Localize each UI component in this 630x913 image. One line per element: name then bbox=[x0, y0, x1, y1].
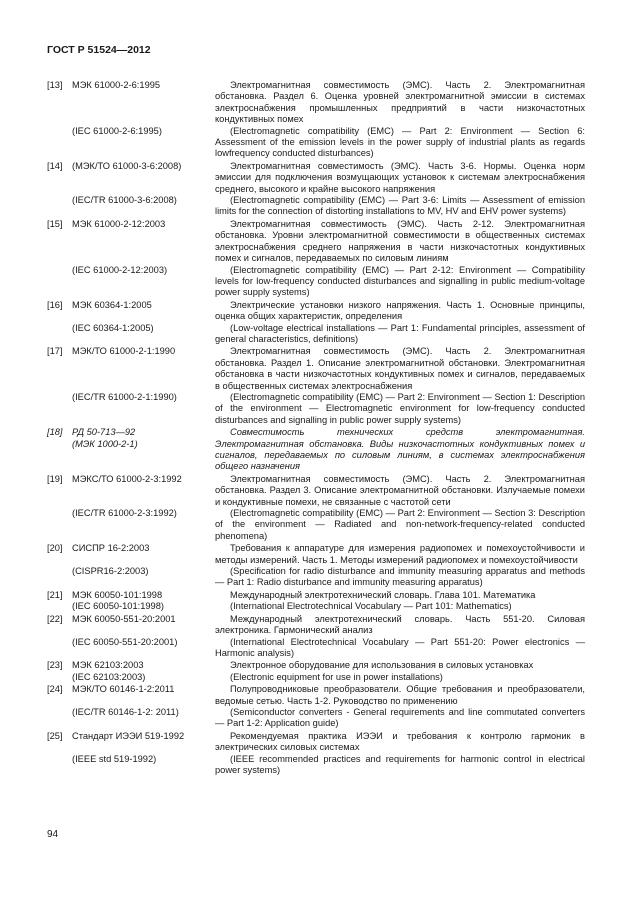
reference-number bbox=[47, 508, 72, 542]
reference-line bbox=[47, 614, 585, 637]
reference-number: [21] bbox=[47, 589, 63, 600]
reference-title: Полупроводниковые преобразователи. Общие требования и преобразователи, ведомые сетью. Часть 1-2. Руководство по применению bbox=[215, 684, 585, 706]
reference-number bbox=[47, 672, 72, 683]
reference-entry bbox=[47, 346, 585, 426]
reference-line bbox=[47, 590, 585, 601]
reference-title: (Low-voltage electrical installations — Part 1: Fundamental principles, assessment of general characteristics, definitions) bbox=[215, 322, 585, 344]
reference-code: (IEC/TR 60146-1-2: 2011) bbox=[72, 706, 179, 717]
reference-code: (IEC 60050-101:1998) bbox=[72, 601, 164, 612]
reference-code: Стандарт ИЭЭИ 519-1992 bbox=[72, 730, 185, 741]
reference-line bbox=[47, 508, 585, 542]
reference-code: МЭК 62103:2003 bbox=[72, 660, 144, 671]
reference-line bbox=[47, 672, 585, 683]
reference-code: МЭК 60050-551-20:2001 bbox=[72, 613, 176, 624]
reference-line bbox=[47, 265, 585, 299]
reference-entry bbox=[47, 543, 585, 589]
reference-line bbox=[47, 660, 585, 671]
reference-number bbox=[47, 566, 72, 589]
reference-code: (IEEE std 519-1992) bbox=[72, 753, 157, 764]
reference-number bbox=[47, 265, 72, 299]
reference-number bbox=[47, 392, 72, 426]
reference-line bbox=[47, 754, 585, 777]
reference-title: (Electromagnetic compatibility (EMC) — Part 2: Environment — Section 3: Description of the environment — Radiated and non-network-frequency-related conducted phenomena) bbox=[215, 508, 585, 541]
reference-line bbox=[47, 731, 585, 754]
reference-title: Рекомендуемая практика ИЭЭИ и требования к контролю гармоник в электрических силовых системах bbox=[215, 730, 585, 753]
reference-line bbox=[47, 601, 585, 612]
reference-title: Электромагнитная совместимость (ЭМС). Часть 2. Электромагнитная обстановка. Раздел 6. Оценка уровней электромагнитной эмиссии в системах электроснабжения промышленных предприятий в части низкочастотных кондуктивных помех bbox=[215, 80, 585, 125]
references-list bbox=[47, 80, 585, 777]
reference-code: (МЭК/ТО 61000-3-6:2008) bbox=[72, 160, 182, 171]
reference-code: (IEC 62103:2003) bbox=[72, 671, 146, 682]
reference-code: (IEC/TR 61000-3-6:2008) bbox=[72, 195, 177, 206]
reference-entry bbox=[47, 474, 585, 542]
reference-number: [25] bbox=[47, 730, 63, 741]
reference-number: [20] bbox=[47, 543, 63, 554]
page-number: 94 bbox=[47, 829, 59, 840]
reference-code: (IEC 61000-2-12:2003) bbox=[72, 264, 168, 275]
reference-number: [18] bbox=[47, 427, 63, 438]
reference-code: МЭКС/ТО 61000-2-3:1992 bbox=[72, 473, 182, 484]
reference-title: Электромагнитная совместимость (ЭМС). Часть 2-12. Электромагнитная обстановка. Уровни электромагнитной совместимости в общественных системах электроснабжения среднего напряжения в части низкочастотных кондуктивных помех и сигналов, передаваемых по силовым линиям bbox=[215, 218, 585, 264]
reference-title: Требования к аппаратуре для измерения радиопомех и помехоустойчивости и методы измерений. Часть 1. Методы измерений радиопомех и помехоустойчивости bbox=[215, 543, 585, 565]
reference-title: (Electromagnetic compatibility (EMC) — Part 2-12: Environment — Compatibility levels for low-frequency conducted disturbances and signalling in public medium-voltage power supply systems) bbox=[215, 264, 585, 298]
reference-title: (Semiconductor converters - General requirements and line commutated converters — Part 1-2: Application guide) bbox=[215, 706, 585, 729]
reference-title: (IEEE recommended practices and requirements for harmonic control in electrical power systems) bbox=[215, 753, 585, 775]
reference-number: [15] bbox=[47, 218, 63, 229]
reference-number bbox=[47, 195, 72, 218]
reference-title: Электронное оборудование для использования в силовых установках bbox=[230, 660, 534, 671]
reference-number bbox=[47, 754, 72, 777]
reference-number: [24] bbox=[47, 684, 63, 695]
reference-line bbox=[47, 707, 585, 730]
reference-number: [19] bbox=[47, 473, 63, 484]
reference-entry bbox=[47, 80, 585, 160]
reference-line bbox=[47, 684, 585, 707]
reference-title: Электрические установки низкого напряжения. Часть 1. Основные принципы, оценка общих характеристик, определения bbox=[215, 299, 585, 322]
reference-number bbox=[47, 637, 72, 660]
reference-code: (CISPR16-2:2003) bbox=[72, 566, 149, 577]
reference-title: (International Electrotechnical Vocabulary — Part 551-20: Power electronics — Harmonic analysis) bbox=[215, 636, 585, 658]
reference-line bbox=[47, 300, 585, 323]
reference-line bbox=[47, 323, 585, 346]
reference-line bbox=[47, 637, 585, 660]
reference-code: МЭК 61000-2-6:1995 bbox=[72, 80, 161, 90]
reference-line bbox=[47, 219, 585, 265]
reference-code: МЭК 60364-1:2005 bbox=[72, 299, 152, 310]
reference-entry bbox=[47, 427, 585, 473]
reference-number bbox=[47, 707, 72, 730]
reference-code: МЭК/ТО 61000-2-1:1990 bbox=[72, 346, 176, 357]
reference-line bbox=[47, 427, 585, 473]
reference-title: Международный электротехнический словарь. Глава 101. Математика bbox=[230, 589, 536, 600]
reference-line bbox=[47, 392, 585, 426]
reference-number: [23] bbox=[47, 660, 63, 671]
reference-line bbox=[47, 80, 585, 126]
reference-title: Электромагнитная совместимость (ЭМС). Часть 2. Электромагнитная обстановка. Раздел 3. Описание электромагнитной обстановки. Излучаемые помехи и кондуктивные помехи, не связанные с частотой сети bbox=[215, 473, 585, 507]
reference-number bbox=[47, 601, 72, 612]
reference-code: (IEC 60364-1:2005) bbox=[72, 322, 154, 333]
reference-entry bbox=[47, 219, 585, 299]
reference-title: Электромагнитная совместимость (ЭМС). Часть 3-6. Нормы. Оценка норм эмиссии для подключения возмущающих установок к системам электроснабжения среднего, высокого и крайне высокого напряжения bbox=[215, 160, 585, 194]
reference-code: (IEC 61000-2-6:1995) bbox=[72, 125, 162, 136]
reference-code: МЭК 60050-101:1998 bbox=[72, 589, 163, 600]
reference-title: Электромагнитная совместимость (ЭМС). Часть 2. Электромагнитная обстановка. Раздел 1. Описание электромагнитной обстановки. Электромагнитная обстановка в части низкочастотных кондуктивных помех и сигналов, передаваемых в общественных системах электроснабжения bbox=[215, 346, 585, 391]
reference-code: МЭК/ТО 60146-1-2:2011 bbox=[72, 684, 175, 695]
reference-title: (Electromagnetic compatibility (EMC) — Part 2: Environment — Section 6: Assessment of the emission levels in the power supply of industrial plants as regards lowfrequency conducted disturbances) bbox=[215, 125, 585, 159]
reference-number: [17] bbox=[47, 346, 63, 357]
reference-number: [13] bbox=[47, 80, 63, 90]
reference-code: РД 50-713—92 (МЭК 1000-2-1) bbox=[72, 427, 138, 449]
reference-entry bbox=[47, 161, 585, 218]
reference-title: (International Electrotechnical Vocabulary — Part 101: Mathematics) bbox=[230, 601, 512, 612]
reference-code: (IEC/TR 61000-2-3:1992) bbox=[72, 508, 177, 519]
reference-line bbox=[47, 126, 585, 160]
reference-line bbox=[47, 346, 585, 392]
reference-number: [16] bbox=[47, 299, 63, 310]
reference-title: Международный электротехнический словарь. Часть 551-20. Силовая электроника. Гармонический анализ bbox=[215, 613, 585, 636]
reference-title: (Electromagnetic compatibility (EMC) — Part 2: Environment — Section 1: Description of the environment — Electromagnetic environment for low-frequency conducted disturbances and signalling in public power supply systems) bbox=[215, 391, 585, 425]
reference-title: (Electronic equipment for use in power installations) bbox=[230, 671, 443, 682]
reference-number: [22] bbox=[47, 613, 63, 624]
reference-code: (IEC 60050-551-20:2001) bbox=[72, 636, 178, 647]
reference-entry bbox=[47, 300, 585, 346]
reference-entry bbox=[47, 590, 585, 613]
reference-title: (Electromagnetic compatibility (EMC) — Part 3-6: Limits — Assessment of emission limits for the connection of distorting installations to MV, HV and EHV power systems) bbox=[215, 195, 585, 217]
reference-number: [14] bbox=[47, 160, 63, 171]
reference-entry bbox=[47, 660, 585, 683]
reference-code: МЭК 61000-2-12:2003 bbox=[72, 218, 166, 229]
reference-code: СИСПР 16-2:2003 bbox=[72, 543, 150, 554]
reference-line bbox=[47, 543, 585, 566]
reference-line bbox=[47, 474, 585, 508]
reference-line bbox=[47, 161, 585, 195]
reference-entry bbox=[47, 614, 585, 660]
reference-entry bbox=[47, 731, 585, 777]
reference-number bbox=[47, 323, 72, 346]
reference-title: Совместимость технических средств электромагнитная. Электромагнитная обстановка. Виды низкочастотных кондуктивных помех и сигналов, передаваемых по силовым линиям, в системах электроснабжения общего назначения bbox=[215, 427, 585, 472]
reference-code: (IEC/TR 61000-2-1:1990) bbox=[72, 391, 177, 402]
reference-line bbox=[47, 195, 585, 218]
document-header: ГОСТ Р 51524—2012 bbox=[47, 44, 151, 56]
reference-title: (Specification for radio disturbance and immunity measuring apparatus and methods — Part 1: Radio disturbance and immunity measuring apparatus) bbox=[215, 566, 585, 588]
reference-line bbox=[47, 566, 585, 589]
reference-number bbox=[47, 126, 72, 160]
reference-entry bbox=[47, 684, 585, 730]
